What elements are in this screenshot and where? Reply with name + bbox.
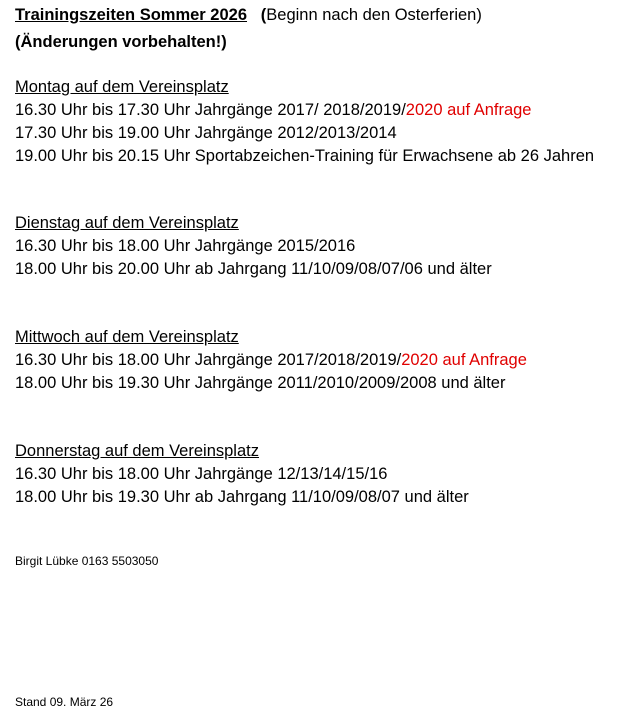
schedule-row <box>15 145 619 168</box>
subtitle-note: (Änderungen vorbehalten!) <box>15 33 227 51</box>
page-title: Trainingszeiten Sommer 2026 <box>15 6 248 24</box>
day-block-dienstag <box>15 212 619 281</box>
day-block-mittwoch <box>15 326 619 395</box>
row-text: 18.00 Uhr bis 19.30 Uhr Jahrgänge 2011/2010/2009/2008 und älter <box>15 374 506 392</box>
contact-line: Birgit Lübke 0163 5503050 <box>15 554 159 568</box>
schedule-row <box>15 235 619 258</box>
title-note: Beginn nach den Osterferien) <box>266 6 482 24</box>
row-text: 17.30 Uhr bis 19.00 Uhr Jahrgänge 2012/2013/2014 <box>15 124 397 142</box>
day-block-donnerstag <box>15 440 619 509</box>
row-text: 18.00 Uhr bis 19.30 Uhr ab Jahrgang 11/10/09/08/07 und älter <box>15 488 469 506</box>
row-text: 16.30 Uhr bis 18.00 Uhr Jahrgänge 2017/2018/2019/ <box>15 351 402 369</box>
row-text: 16.30 Uhr bis 18.00 Uhr Jahrgänge 2015/2016 <box>15 237 356 255</box>
schedule-row <box>15 99 619 122</box>
title-paren: ( <box>260 6 267 24</box>
day-heading: Dienstag auf dem Vereinsplatz <box>15 214 239 232</box>
schedule-row <box>15 122 619 145</box>
row-text: 18.00 Uhr bis 20.00 Uhr ab Jahrgang 11/10/09/08/07/06 und älter <box>15 260 492 278</box>
day-heading: Mittwoch auf dem Vereinsplatz <box>15 328 239 346</box>
row-accent: 2020 auf Anfrage <box>401 351 527 369</box>
stand-date: Stand 09. März 26 <box>15 695 114 709</box>
schedule-row <box>15 486 619 509</box>
row-text: 16.30 Uhr bis 18.00 Uhr Jahrgänge 12/13/14/15/16 <box>15 465 388 483</box>
day-heading: Montag auf dem Vereinsplatz <box>15 78 229 96</box>
row-text: 16.30 Uhr bis 17.30 Uhr Jahrgänge 2017/ 2018/2019/ <box>15 101 406 119</box>
row-accent: 2020 auf Anfrage <box>405 101 532 119</box>
schedule-row <box>15 372 619 395</box>
schedule-row <box>15 463 619 486</box>
schedule-row <box>15 258 619 281</box>
day-heading: Donnerstag auf dem Vereinsplatz <box>15 442 259 460</box>
title-line <box>15 4 482 26</box>
day-block-montag <box>15 76 619 168</box>
row-text: 19.00 Uhr bis 20.15 Uhr Sportabzeichen-Training für Erwachsene ab 26 Jahren <box>15 147 595 165</box>
schedule-row <box>15 349 619 372</box>
